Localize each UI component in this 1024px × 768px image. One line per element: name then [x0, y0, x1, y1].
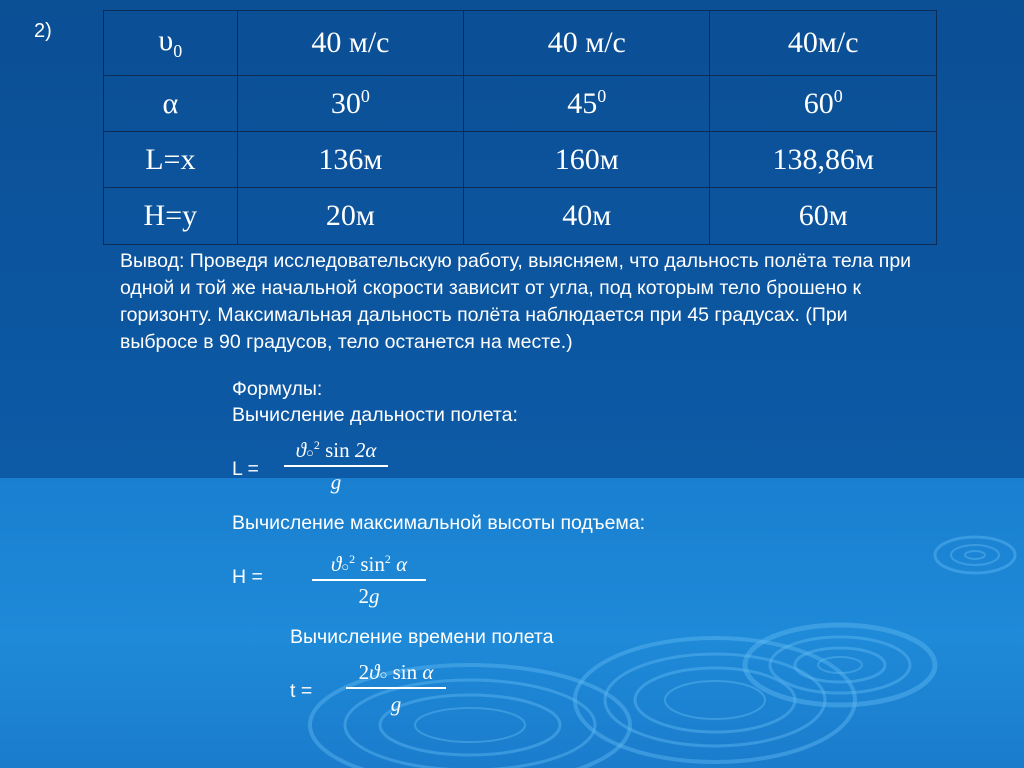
table-cell	[237, 76, 463, 132]
row-label-angle: α	[104, 76, 238, 132]
range-formula-fraction	[284, 438, 388, 495]
table-cell: 40 м/с	[464, 11, 710, 76]
formulas-heading: Формулы:	[232, 378, 323, 400]
cell-value: 60	[803, 87, 834, 120]
sin-function: sin	[392, 660, 418, 684]
sin-function: sin	[360, 552, 385, 576]
table-cell: 60м	[710, 188, 937, 245]
sin-argument: α	[422, 660, 434, 684]
velocity-symbol: ϑ	[369, 660, 380, 684]
height-formula-fraction	[312, 552, 426, 609]
table-cell: 160м	[464, 132, 710, 188]
velocity-symbol: ϑ	[295, 438, 306, 462]
denominator-variable: g	[369, 583, 380, 608]
table-cell: 40м/с	[710, 11, 937, 76]
exponent: 2	[349, 552, 356, 566]
velocity-symbol: ϑ	[330, 552, 342, 576]
velocity-subscript: ○	[341, 559, 350, 574]
range-formula-label: L =	[232, 458, 259, 480]
time-formula-title: Вычисление времени полета	[290, 626, 554, 648]
table-cell	[464, 76, 710, 132]
row-label-text: υ	[158, 24, 174, 57]
conclusion-text: Вывод: Проведя исследовательскую работу, выясняем, что дальность полёта тела при одной и той же начальной скорости зависит от угла, под которым тело брошено к горизонту. Максимальная дальность полёта наблюдается при 45 градусах. (При выбросе в 90 градусов, тело останется на месте.)	[120, 250, 912, 353]
table-cell: 138,86м	[710, 132, 937, 188]
table-row-velocity	[104, 11, 937, 76]
velocity-subscript: ○	[305, 445, 314, 460]
range-formula-title: Вычисление дальности полета:	[232, 404, 518, 426]
table-cell: 40 м/с	[237, 11, 463, 76]
height-numerator	[312, 552, 426, 577]
sin-exponent: 2	[384, 552, 391, 566]
velocity-subscript: ○	[379, 667, 388, 682]
denominator-coefficient: 2	[358, 583, 369, 608]
table-row-height	[104, 188, 937, 245]
results-table	[103, 10, 937, 245]
table-cell	[710, 76, 937, 132]
exponent: 2	[313, 438, 320, 452]
fraction-bar	[312, 579, 426, 581]
range-denominator: g	[330, 469, 342, 494]
sin-argument: 2α	[354, 438, 377, 462]
numerator-coefficient: 2	[358, 660, 370, 684]
cell-value: 30	[330, 87, 361, 120]
time-denominator: g	[390, 691, 402, 716]
cell-superscript: 0	[833, 86, 843, 106]
fraction-bar	[284, 465, 388, 467]
sin-function: sin	[325, 438, 350, 462]
cell-superscript: 0	[597, 86, 607, 106]
height-formula-title: Вычисление максимальной высоты подъема:	[232, 512, 646, 534]
table-row-range	[104, 132, 937, 188]
slide-number: 2)	[34, 20, 52, 42]
sin-argument: α	[396, 552, 408, 576]
time-formula-label: t =	[290, 680, 313, 702]
height-denominator	[312, 584, 426, 609]
height-formula-label: H =	[232, 566, 263, 588]
cell-value: 45	[567, 87, 598, 120]
table-cell: 40м	[464, 188, 710, 245]
time-formula-fraction	[346, 660, 446, 717]
row-label-subscript: 0	[173, 41, 183, 61]
table-cell: 20м	[237, 188, 463, 245]
cell-superscript: 0	[360, 86, 370, 106]
row-label-velocity	[104, 11, 238, 76]
fraction-bar	[346, 687, 446, 689]
row-label-range: L=x	[104, 132, 238, 188]
table-cell: 136м	[237, 132, 463, 188]
row-label-height: H=y	[104, 188, 238, 245]
range-numerator	[284, 438, 388, 463]
table-row-angle	[104, 76, 937, 132]
time-numerator	[346, 660, 446, 685]
